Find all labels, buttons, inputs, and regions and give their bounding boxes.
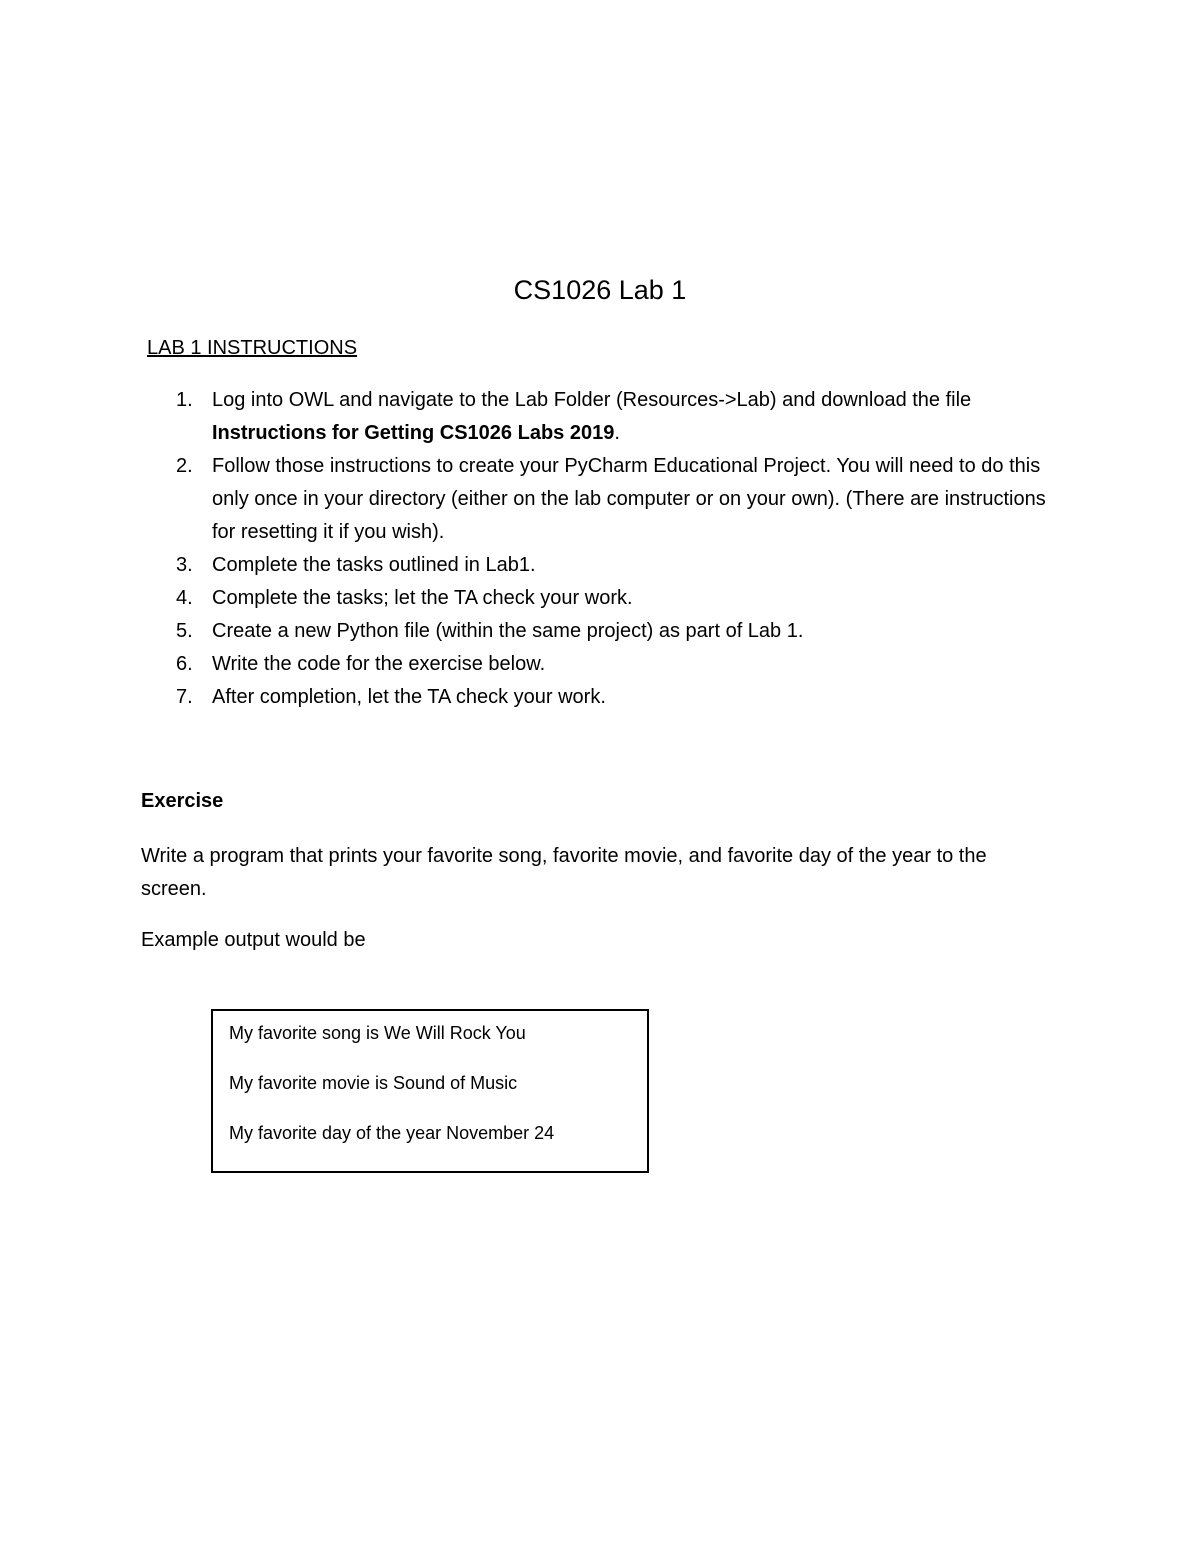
example-output-line: My favorite song is We Will Rock You (229, 1023, 526, 1043)
list-item (170, 648, 1060, 681)
list-item (170, 450, 1060, 549)
exercise-heading: Exercise (141, 790, 224, 812)
list-item-text: After completion, let the TA check your work. (212, 686, 606, 708)
list-item-number: 6. (176, 653, 193, 675)
list-item-number: 7. (176, 686, 193, 708)
list-item-text: Create a new Python file (within the same project) as part of Lab 1. (212, 620, 804, 642)
exercise-description: Write a program that prints your favorite song, favorite movie, and favorite day of the year to the screen. (141, 845, 987, 900)
list-item-number: 5. (176, 620, 193, 642)
list-item (170, 615, 1060, 648)
list-item-number: 1. (176, 389, 193, 411)
list-item-number: 2. (176, 455, 193, 477)
list-item-number: 3. (176, 554, 193, 576)
list-item-text: Complete the tasks; let the TA check your work. (212, 587, 633, 609)
example-output-line: My favorite day of the year November 24 (229, 1123, 555, 1143)
instructions-heading: LAB 1 INSTRUCTIONS (147, 337, 358, 359)
list-item-text: Follow those instructions to create your PyCharm Educational Project. You will need to do this only once in your directory (either on the lab computer or on your own). (There are instructions for resetting it if you wish). (212, 455, 1046, 543)
list-item-text: Write the code for the exercise below. (212, 653, 546, 675)
list-item-bold-text: Instructions for Getting CS1026 Labs 2019 (212, 422, 615, 444)
example-output-box (211, 1009, 649, 1173)
list-item-text: Log into OWL and navigate to the Lab Folder (Resources->Lab) and download the file (212, 389, 972, 411)
list-item (170, 384, 1060, 450)
list-item-text: Complete the tasks outlined in Lab1. (212, 554, 536, 576)
list-item (170, 582, 1060, 615)
list-item (170, 549, 1060, 582)
list-item-text-end: . (614, 422, 620, 444)
document-title: CS1026 Lab 1 (513, 275, 687, 305)
example-output-line: My favorite movie is Sound of Music (229, 1073, 518, 1093)
list-item (170, 681, 1060, 714)
example-intro: Example output would be (141, 929, 366, 951)
list-item-number: 4. (176, 587, 193, 609)
instructions-list (170, 384, 1060, 714)
